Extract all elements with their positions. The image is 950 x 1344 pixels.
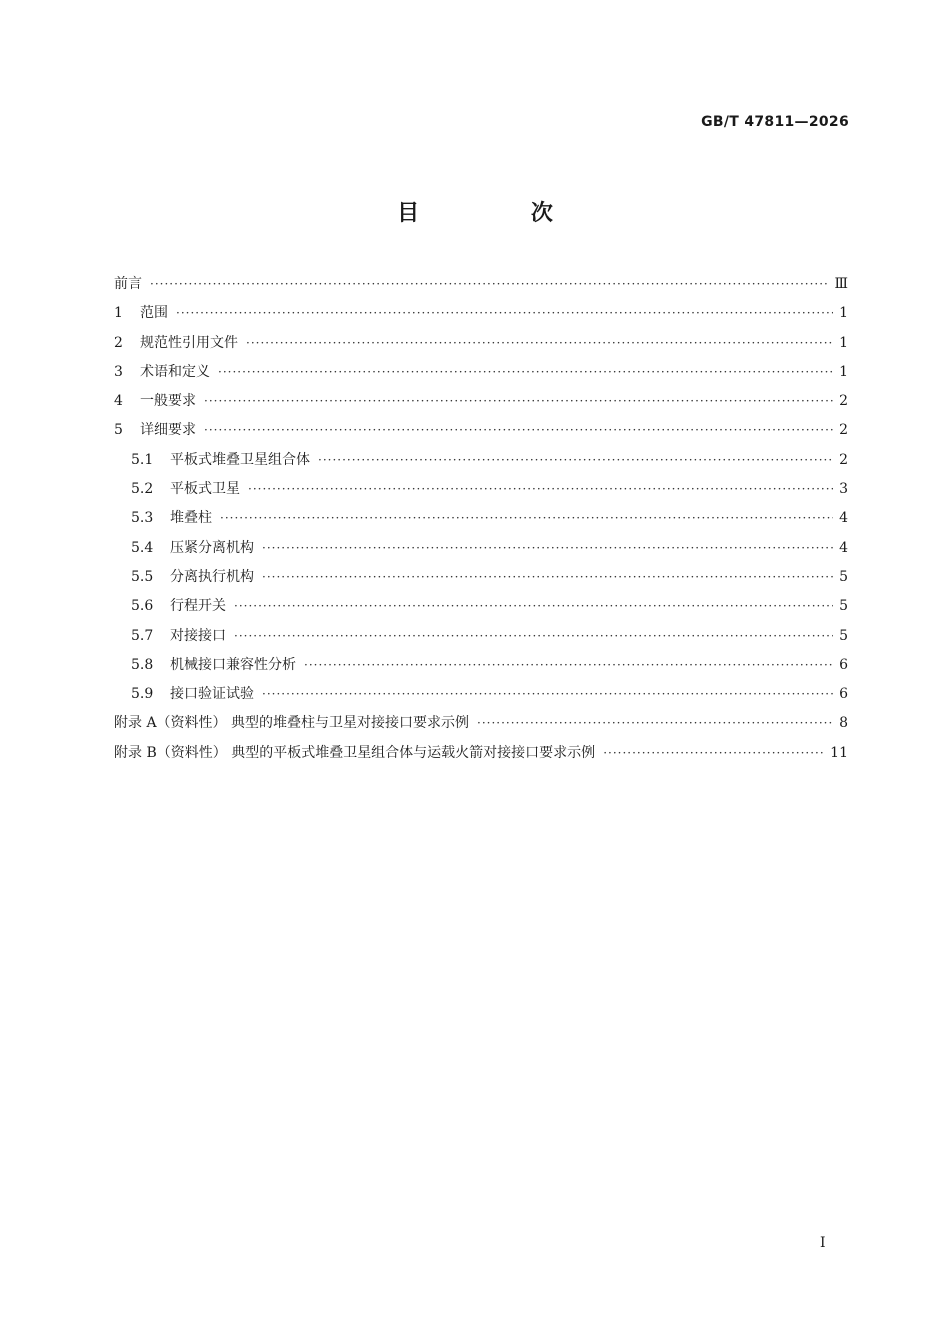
toc-entry[interactable] (114, 592, 848, 621)
toc-entry[interactable] (114, 709, 848, 738)
toc-dot-leader (262, 563, 833, 592)
toc-entry[interactable] (114, 446, 848, 475)
toc-entry-label: 行程开关 (170, 598, 226, 615)
toc-entry[interactable] (114, 563, 848, 592)
toc-entry-page: 2 (839, 393, 848, 410)
toc-entry-number: 5.1 (131, 451, 154, 468)
toc-entry-label: 附录 A（资料性） 典型的堆叠柱与卫星对接接口要求示例 (114, 715, 470, 732)
toc-entry-number: 5.7 (131, 627, 154, 644)
toc-entry-label: 机械接口兼容性分析 (170, 656, 296, 673)
toc-entry-label: 平板式卫星 (170, 481, 240, 498)
toc-entry[interactable] (114, 680, 848, 709)
toc-entry-number: 3 (114, 363, 123, 380)
toc-entry-page: 1 (839, 363, 848, 380)
toc-dot-leader (603, 739, 824, 768)
toc-entry[interactable] (114, 504, 848, 533)
toc-dot-leader (220, 504, 833, 533)
toc-entry-label: 一般要求 (140, 393, 196, 410)
toc-entry[interactable] (114, 475, 848, 504)
toc-entry-label: 术语和定义 (140, 363, 210, 380)
toc-entry-page: 1 (839, 334, 848, 351)
toc-entry[interactable] (114, 329, 848, 358)
toc-dot-leader (204, 387, 833, 416)
toc-dot-leader (318, 446, 833, 475)
toc-entry-number: 5.2 (131, 481, 154, 498)
toc-entry-number: 5.8 (131, 656, 154, 673)
toc-entry-label: 分离执行机构 (170, 568, 254, 585)
toc-entry-page: 3 (839, 481, 848, 498)
footer-page-number: Ⅰ (820, 1235, 826, 1251)
toc-entry-label: 前言 (114, 276, 142, 292)
toc-entry-number: 5.4 (131, 539, 154, 556)
toc-entry[interactable] (114, 387, 848, 416)
toc-dot-leader (248, 475, 833, 504)
toc-entry-page: 5 (839, 627, 848, 644)
toc-entry-label: 附录 B（资料性） 典型的平板式堆叠卫星组合体与运载火箭对接接口要求示例 (114, 744, 596, 761)
toc-entry[interactable] (114, 270, 848, 299)
toc-entry-number: 4 (114, 393, 123, 410)
toc-entry-page: 5 (839, 598, 848, 615)
toc-entry-number: 5.3 (131, 510, 154, 527)
toc-dot-leader (234, 622, 833, 651)
toc-entry-number: 5.6 (131, 598, 154, 615)
table-of-contents (114, 270, 848, 768)
toc-entry-number: 5 (114, 422, 123, 439)
toc-entry-number: 5.5 (131, 568, 154, 585)
toc-entry-page: 11 (830, 744, 848, 761)
toc-dot-leader (246, 329, 833, 358)
toc-entry[interactable] (114, 739, 848, 768)
toc-dot-leader (477, 709, 833, 738)
toc-entry-label: 堆叠柱 (170, 510, 212, 527)
toc-dot-leader (176, 299, 833, 328)
toc-entry-page: 2 (839, 451, 848, 468)
toc-entry-page: 6 (839, 686, 848, 703)
toc-entry-page: 4 (839, 510, 848, 527)
toc-entry-label: 范围 (140, 305, 168, 322)
toc-entry[interactable] (114, 299, 848, 328)
toc-dot-leader (204, 416, 833, 445)
toc-entry[interactable] (114, 358, 848, 387)
toc-entry-label: 接口验证试验 (170, 686, 254, 703)
toc-entry-label: 平板式堆叠卫星组合体 (170, 451, 310, 468)
toc-entry-page: 5 (839, 568, 848, 585)
toc-entry[interactable] (114, 534, 848, 563)
standard-code: GB/T 47811—2026 (701, 114, 849, 130)
toc-entry-page: 1 (839, 305, 848, 322)
toc-entry-page: Ⅲ (834, 276, 848, 292)
toc-entry[interactable] (114, 622, 848, 651)
page-title: 目 次 (397, 201, 605, 226)
toc-entry-label: 压紧分离机构 (170, 539, 254, 556)
toc-entry-page: 6 (839, 656, 848, 673)
toc-entry-page: 4 (839, 539, 848, 556)
toc-entry-page: 8 (839, 715, 848, 732)
toc-entry-page: 2 (839, 422, 848, 439)
toc-dot-leader (150, 270, 828, 299)
toc-entry[interactable] (114, 651, 848, 680)
toc-entry-label: 详细要求 (140, 422, 196, 439)
toc-entry-number: 1 (114, 305, 123, 322)
toc-entry-number: 5.9 (131, 686, 154, 703)
toc-entry-label: 规范性引用文件 (140, 334, 238, 351)
toc-dot-leader (234, 592, 833, 621)
toc-dot-leader (262, 534, 833, 563)
toc-entry-number: 2 (114, 334, 123, 351)
toc-dot-leader (262, 680, 833, 709)
toc-entry[interactable] (114, 416, 848, 445)
toc-dot-leader (218, 358, 833, 387)
toc-dot-leader (304, 651, 833, 680)
toc-entry-label: 对接接口 (170, 627, 226, 644)
